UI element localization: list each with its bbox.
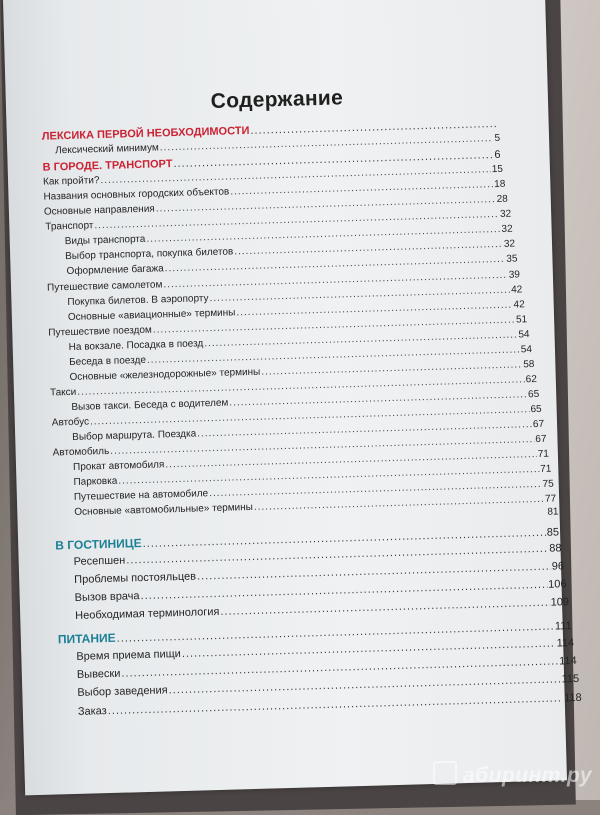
toc-entry-label: Прокат автомобиля	[72, 459, 165, 473]
toc-entry-label: ЛЕКСИКА ПЕРВОЙ НЕОБХОДИМОСТИ	[41, 124, 250, 143]
toc-entry-label: Оформление багажа	[66, 263, 164, 278]
toc-leader-dots	[168, 673, 560, 696]
toc-entry-page: 67	[535, 433, 547, 446]
toc-entry-page: 115	[561, 672, 580, 686]
toc-entry-label: Транспорт	[45, 220, 94, 233]
toc-leader-dots	[220, 597, 550, 618]
toc-entry-label: На вокзале. Посадка в поезд	[68, 338, 204, 354]
toc-entry-label: Проблемы постояльцев	[74, 570, 197, 586]
book-page	[3, 0, 582, 795]
toc-entry-label: Вывески	[76, 667, 121, 681]
toc-entry-page: 65	[530, 403, 542, 416]
toc-entry-page: 67	[532, 418, 545, 431]
toc-entry-page: 85	[546, 526, 560, 539]
toc-entry-page: 77	[544, 493, 557, 505]
toc-entry-label: Вызов врача	[74, 590, 140, 604]
toc-entry-label: Путешествие поездом	[48, 324, 153, 339]
toc-entry-label: Выбор заведения	[77, 684, 168, 699]
toc-entry-page: 54	[518, 329, 530, 341]
toc-entry-page: 32	[499, 208, 512, 220]
toc-entry-page: 81	[547, 506, 559, 518]
toc-entry-label: Время приема пищи	[76, 648, 182, 663]
toc-entry-page: 118	[564, 691, 582, 705]
toc-entry-page: 42	[511, 284, 523, 296]
toc-entry-label: Парковка	[73, 475, 118, 488]
toc-entry-label: Необходимая терминология	[75, 605, 220, 622]
toc-entry-page: 58	[523, 359, 535, 371]
toc-entry-page: 71	[540, 463, 552, 475]
toc-entry-page: 35	[506, 253, 518, 265]
toc-entry-page: 62	[525, 373, 537, 386]
watermark-text: абиринт.ру	[462, 764, 592, 787]
toc-entry-page: 114	[556, 637, 575, 650]
toc-entry-page: 18	[494, 178, 506, 191]
toc-entry-page: 42	[513, 299, 525, 311]
toc-entry-page: 15	[491, 163, 504, 176]
toc-entry-label: В ГОСТИНИЦЕ	[55, 536, 142, 553]
toc-entry-label: Путешествие самолетом	[46, 279, 163, 294]
toc-entry-label: Автомобиль	[52, 445, 110, 459]
toc-entry-page: 39	[508, 269, 521, 281]
toc-entry-label: Лексический минимум	[55, 142, 159, 157]
toc-entry-label: Основные «железнодорожные» термины	[69, 366, 261, 384]
labyrinth-logo-icon	[433, 761, 457, 785]
toc-entry-label: Основные направления	[43, 203, 155, 218]
toc-entry-page: 96	[551, 560, 565, 573]
toc-entry-page: 54	[520, 344, 533, 356]
toc-entry-page: 6	[494, 148, 501, 162]
toc-entry-page: 111	[554, 620, 572, 633]
toc-entry-label: Как пройти?	[42, 175, 100, 188]
toc-entry-label: Вызов такси. Беседа с водителем	[71, 397, 229, 413]
toc-entry-page: 88	[549, 542, 562, 555]
toc-entry-label: ПИТАНИЕ	[57, 630, 116, 647]
toc-entry-label: Такси	[49, 386, 77, 399]
toc-entry-label: Названия основных городских объектов	[43, 186, 230, 203]
toc-entry-page: 109	[550, 596, 570, 609]
toc-entry-label: Покупка билетов. В аэропорту	[67, 293, 209, 309]
toc-entry-page: 75	[542, 478, 554, 490]
toc-entry-label: Автобус	[51, 416, 90, 429]
toc-entry-label: Выбор маршрута. Поездка	[72, 428, 197, 443]
toc-entry-label: Ресепшен	[73, 554, 126, 568]
toc-entry-page: 28	[496, 193, 508, 206]
toc-entry-label: Путешествие на автомобиле	[73, 488, 209, 503]
toc-entry-page: 71	[537, 448, 550, 460]
toc-entry-label: Виды транспорта	[64, 233, 146, 248]
toc-entry-page: 106	[548, 578, 567, 591]
toc-entry-page: 32	[503, 238, 516, 250]
toc-entry-label: Основные «автомобильные» термины	[74, 501, 254, 518]
toc-entry-label: Выбор транспорта, покупка билетов	[65, 246, 234, 263]
toc-entry-label: Беседа в поезде	[68, 354, 147, 369]
toc-entry-page: 5	[494, 132, 501, 145]
toc-entry-page: 65	[527, 388, 540, 401]
table-of-contents	[3, 0, 582, 795]
toc-entry-page: 51	[515, 314, 528, 326]
toc-entry-label: В ГОРОДЕ. ТРАНСПОРТ	[42, 158, 173, 174]
toc-entry-page: 32	[501, 223, 513, 235]
toc-entry-label: Заказ	[77, 705, 107, 718]
toc-entry-page: 114	[558, 654, 577, 668]
toc-heading: Содержание	[210, 86, 344, 113]
watermark	[433, 761, 592, 788]
toc-entry-label: Основные «авиационные» термины	[67, 307, 236, 324]
